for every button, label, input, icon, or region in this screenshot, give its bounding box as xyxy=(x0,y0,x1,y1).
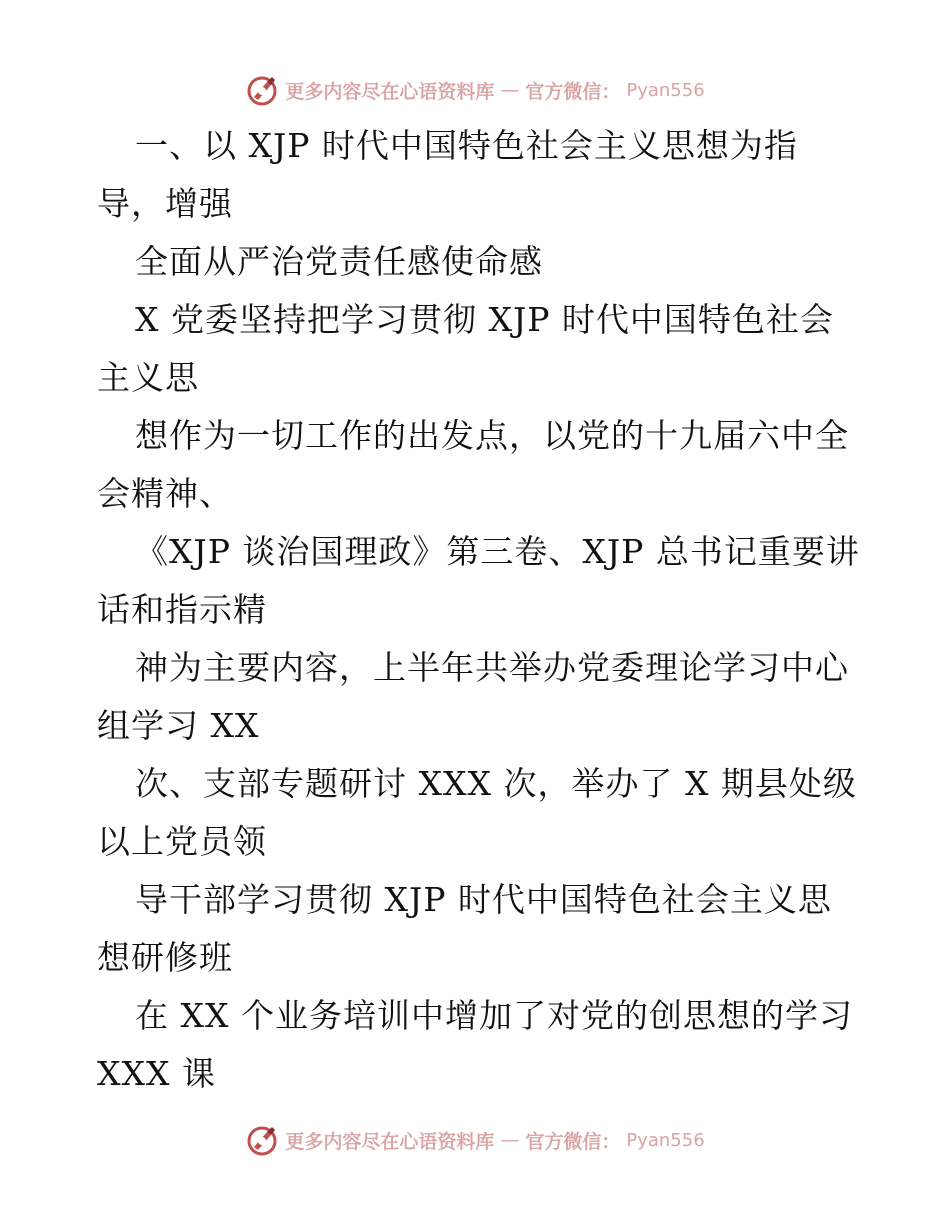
text-line: XXX 课 xyxy=(97,1054,216,1093)
watermark-text: 更多内容尽在心语资料库 xyxy=(285,1130,495,1153)
text-line: X 党委坚持把学习贯彻 XJP 时代中国特色社会 xyxy=(135,300,834,339)
text-line: 神为主要内容，上半年共举办党委理论学习中心 xyxy=(135,648,849,687)
watermark-content xyxy=(245,73,704,107)
watermark-wechat-id: Pyan556 xyxy=(626,79,705,101)
watermark-banner-top xyxy=(0,70,950,110)
text-line: 话和指示精 xyxy=(97,590,267,629)
watermark-wechat-label: 官方微信： xyxy=(525,1130,621,1153)
text-line: 导，增强 xyxy=(97,184,233,223)
text-line: 组学习 XX xyxy=(97,706,260,745)
watermark-text: 更多内容尽在心语资料库 xyxy=(285,80,495,103)
text-line: 导干部学习贯彻 XJP 时代中国特色社会主义思 xyxy=(135,880,832,919)
text-line: 主义思 xyxy=(97,358,199,397)
text-line: 以上党员领 xyxy=(97,822,267,861)
watermark-wechat-label: 官方微信： xyxy=(525,80,621,103)
pen-logo-icon xyxy=(245,1123,279,1157)
text-line: 在 XX 个业务培训中增加了对党的创思想的学习 xyxy=(135,996,853,1035)
watermark-wechat-id: Pyan556 xyxy=(626,1129,705,1151)
watermark-content xyxy=(245,1123,704,1157)
text-line: 想作为一切工作的出发点，以党的十九届六中全 xyxy=(135,416,849,455)
text-line: 一、以 XJP 时代中国特色社会主义思想为指 xyxy=(135,126,798,165)
text-line: 《XJP 谈治国理政》第三卷、XJP 总书记重要讲 xyxy=(135,532,860,571)
document-body xyxy=(97,117,867,1103)
watermark-separator: — xyxy=(500,1129,520,1151)
text-line: 会精神、 xyxy=(97,474,233,513)
text-line: 想研修班 xyxy=(97,938,233,977)
watermark-banner-bottom xyxy=(0,1120,950,1160)
pen-logo-icon xyxy=(245,73,279,107)
text-line: 全面从严治党责任感使命感 xyxy=(135,242,543,281)
text-line: 次、支部专题研讨 XXX 次，举办了 X 期县处级 xyxy=(135,764,857,803)
watermark-separator: — xyxy=(500,79,520,101)
